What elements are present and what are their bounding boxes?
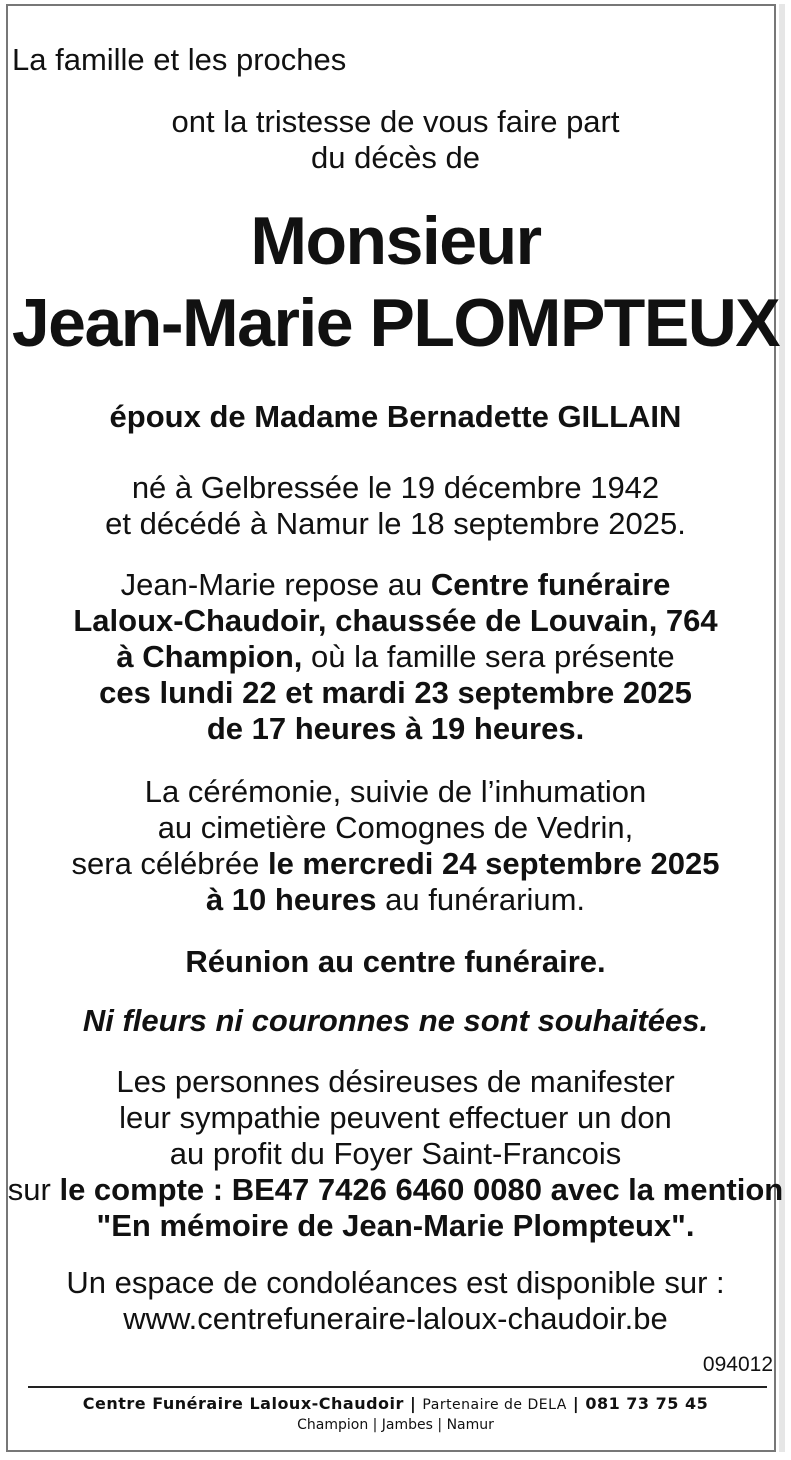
ceremony-place: au funérarium. bbox=[376, 882, 586, 917]
birth-line: né à Gelbressée le 19 décembre 1942 bbox=[131, 470, 660, 505]
repose-days: ces lundi 22 et mardi 23 septembre 2025 bbox=[99, 675, 692, 710]
ceremony-date: le mercredi 24 septembre 2025 bbox=[267, 846, 720, 881]
repose-hours: de 17 heures à 19 heures. bbox=[206, 711, 585, 746]
death-line: et décédé à Namur le 18 septembre 2025. bbox=[105, 506, 686, 541]
deceased-name bbox=[0, 200, 791, 364]
footer-locations: Champion | Jambes | Namur bbox=[297, 1417, 494, 1433]
footer-sep-2: | bbox=[572, 1394, 586, 1413]
donation-text: sur bbox=[7, 1172, 60, 1207]
footer-divider bbox=[28, 1386, 767, 1388]
repose-text: Jean-Marie repose au bbox=[120, 567, 431, 602]
ceremony-line-2: au cimetière Comognes de Vedrin, bbox=[157, 810, 634, 845]
footer-partner: Partenaire de DELA bbox=[422, 1397, 567, 1413]
ceremony-text: sera célébrée bbox=[71, 846, 268, 881]
footer-main bbox=[0, 1394, 791, 1413]
repose-city: à Champion, bbox=[116, 639, 303, 674]
repose-place: Centre funéraire bbox=[430, 567, 671, 602]
intro-text: La famille et les proches bbox=[12, 42, 347, 77]
repose-family: où la famille sera présente bbox=[302, 639, 675, 674]
donation-line-2: leur sympathie peuvent effectuer un don bbox=[119, 1100, 672, 1135]
donation-line-1: Les personnes désireuses de manifester bbox=[116, 1064, 675, 1099]
donation-account: le compte : BE47 7426 6460 0080 avec la mention bbox=[59, 1172, 784, 1207]
repose-block bbox=[0, 567, 791, 747]
birth-death-dates bbox=[0, 470, 791, 542]
announcement bbox=[0, 104, 791, 176]
footer-company: Centre Funéraire Laloux-Chaudoir bbox=[82, 1394, 404, 1413]
condolences-url: www.centrefuneraire-laloux-chaudoir.be bbox=[123, 1301, 668, 1336]
ceremony-time: à 10 heures bbox=[205, 882, 377, 917]
announce-line-2: du décès de bbox=[311, 140, 480, 175]
footer-phone: 081 73 75 45 bbox=[585, 1394, 709, 1413]
ceremony-block bbox=[0, 774, 791, 918]
condolences-text: Un espace de condoléances est disponible sur : bbox=[66, 1265, 725, 1300]
donation-mention: "En mémoire de Jean-Marie Plompteux". bbox=[96, 1208, 695, 1243]
flowers-line: Ni fleurs ni couronnes ne sont souhaitées. bbox=[82, 1003, 709, 1038]
spouse-line: époux de Madame Bernadette GILLAIN bbox=[109, 399, 682, 434]
announce-line-1: ont la tristesse de vous faire part bbox=[171, 104, 620, 139]
reunion-line: Réunion au centre funéraire. bbox=[185, 944, 606, 979]
name-line: Jean-Marie PLOMPTEUX bbox=[11, 285, 780, 361]
title-line: Monsieur bbox=[250, 203, 541, 279]
repose-address: Laloux-Chaudoir, chaussée de Louvain, 764 bbox=[73, 603, 718, 638]
footer-sep-1: | bbox=[410, 1394, 423, 1413]
ceremony-line-1: La cérémonie, suivie de l’inhumation bbox=[144, 774, 647, 809]
donation-line-3: au profit du Foyer Saint-Francois bbox=[169, 1136, 622, 1171]
condolences-block bbox=[0, 1265, 791, 1337]
reference-number: 094012 bbox=[702, 1353, 773, 1376]
donation-block bbox=[0, 1064, 791, 1244]
